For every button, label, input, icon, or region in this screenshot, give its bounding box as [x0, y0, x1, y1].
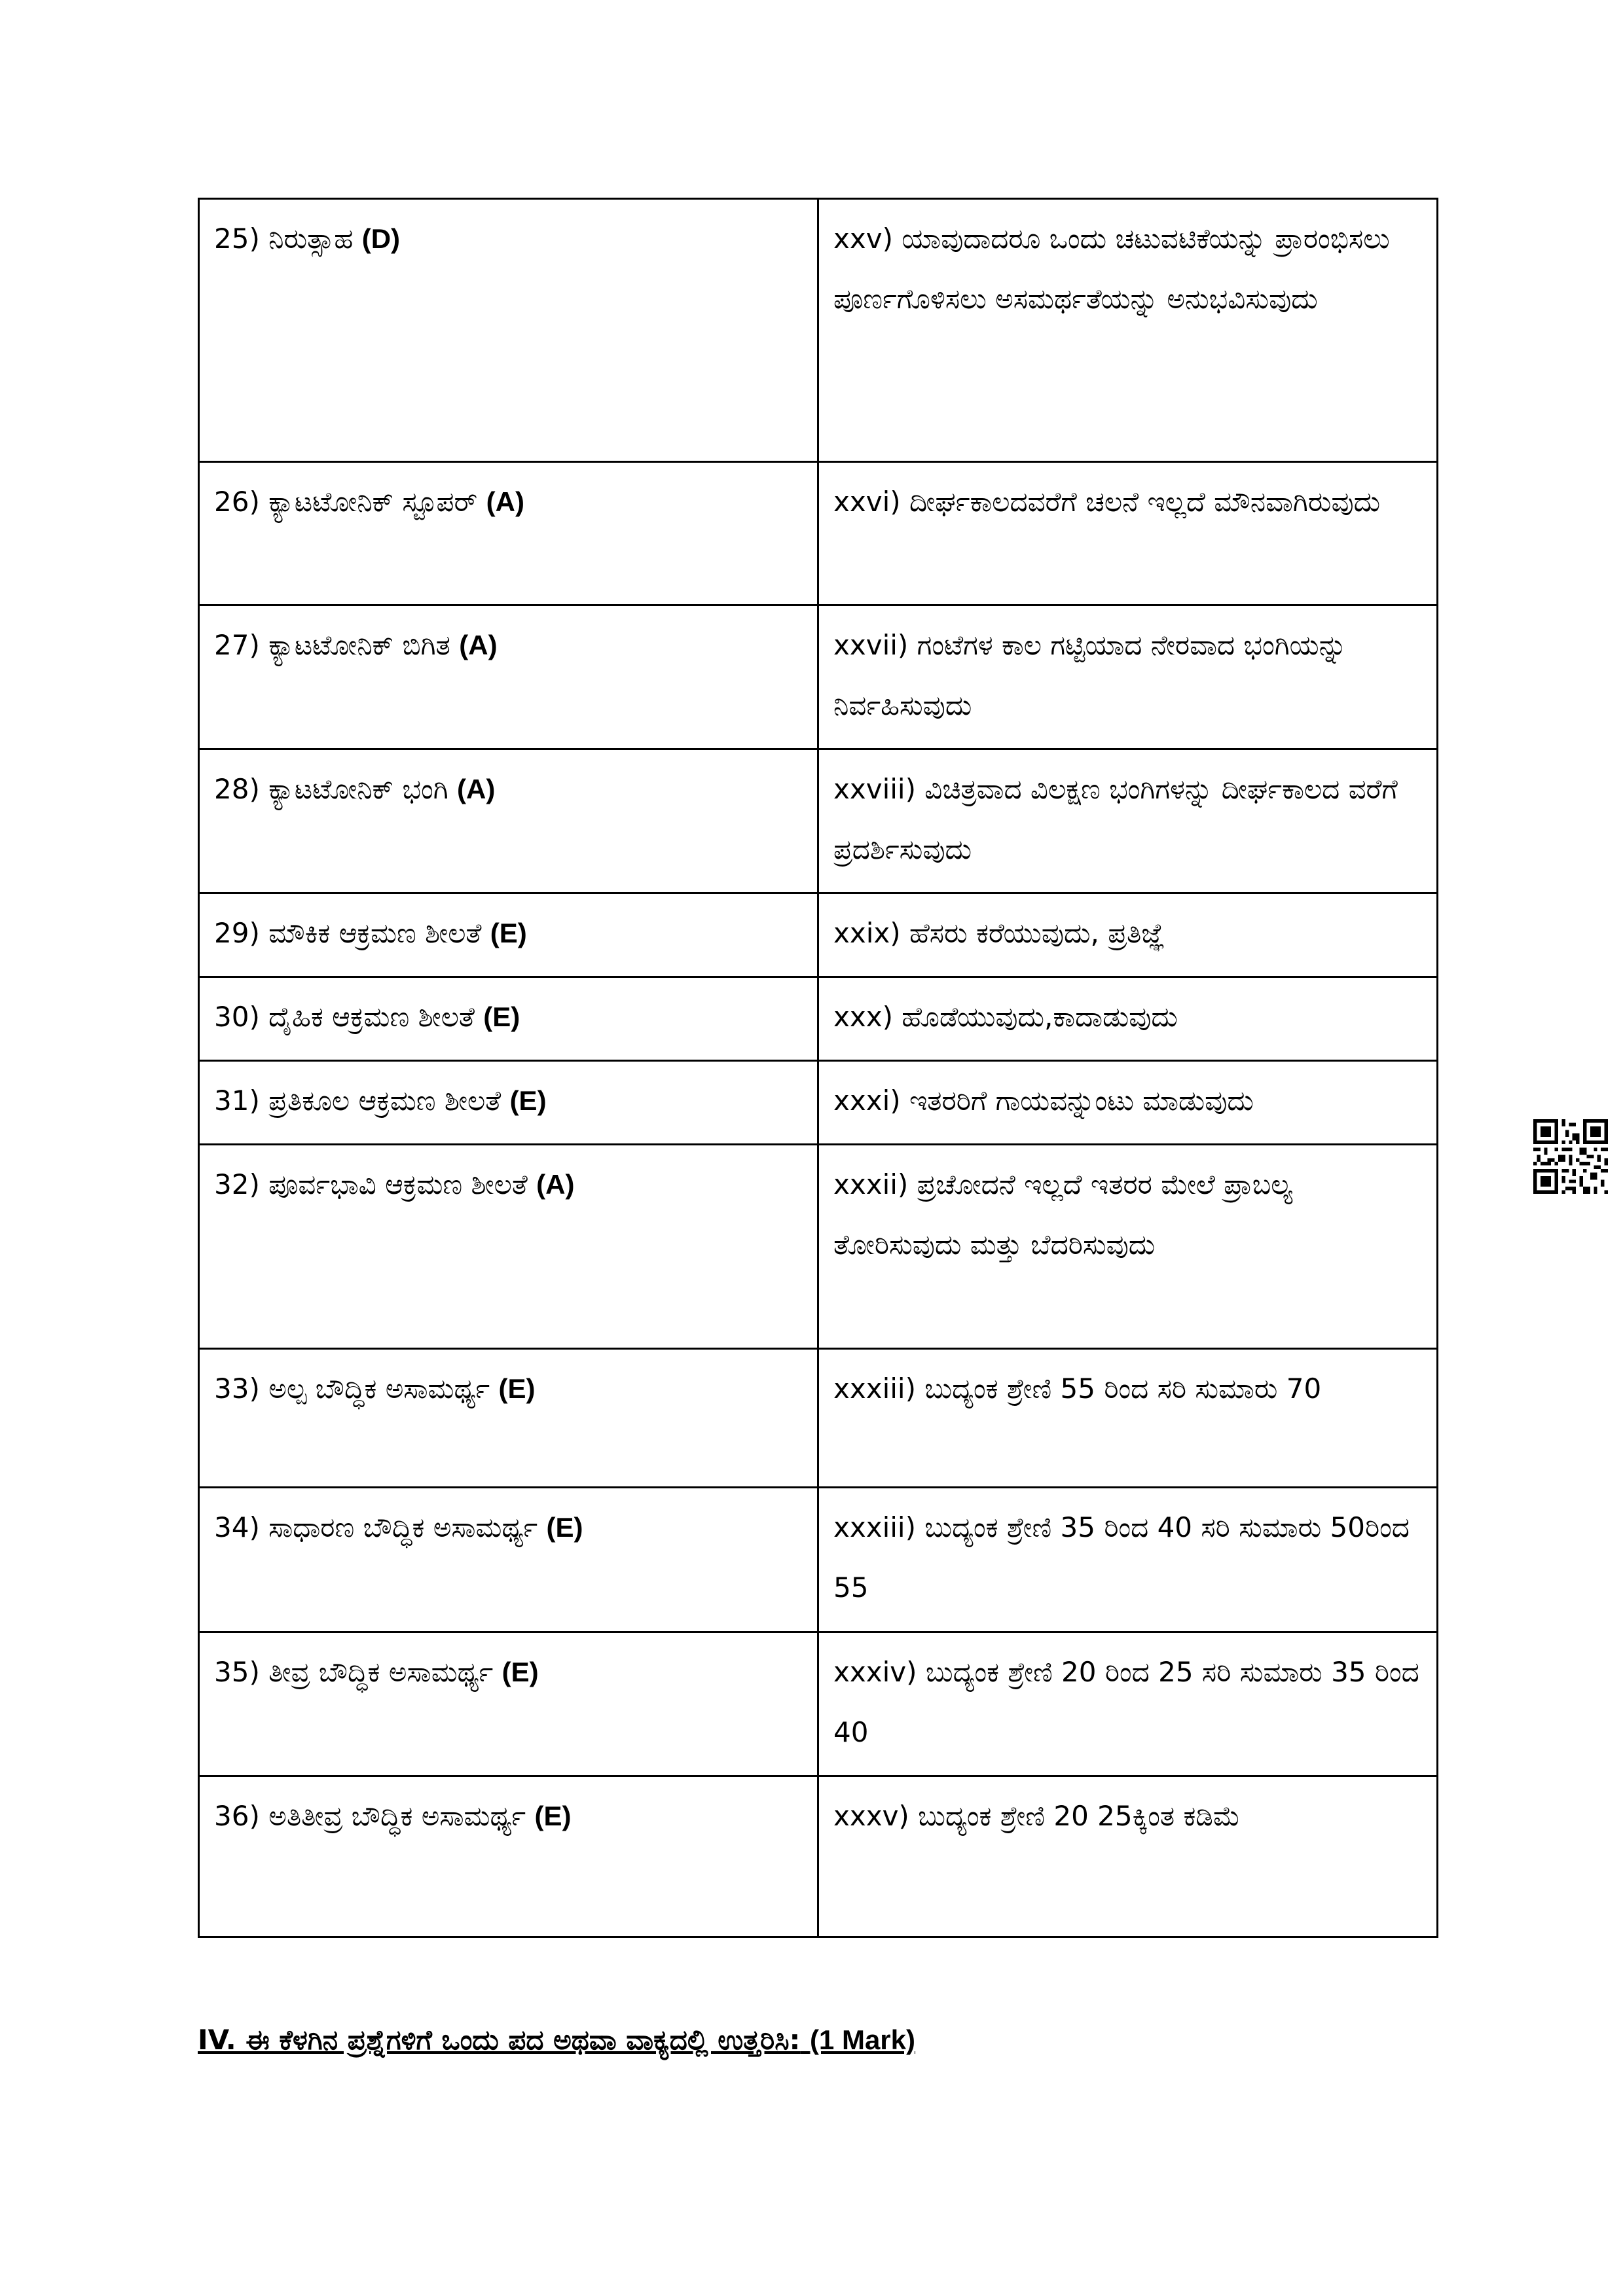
table-row — [199, 1061, 1438, 1145]
answer-code: (A) — [486, 486, 524, 517]
description-cell: xxxiii) ಬುದ್ಯಂಕ ಶ್ರೇಣಿ 35 ರಿಂದ 40 ಸರಿ ಸುಮಾರು 50ರಿಂದ 55 — [818, 1488, 1438, 1632]
description-cell: xxx) ಹೊಡೆಯುವುದು,ಕಾದಾಡುವುದು — [818, 977, 1438, 1061]
term-text: 28) ಕ್ಯಾಟಟೋನಿಕ್ ಭಂಗಿ — [214, 773, 448, 805]
section-heading-text: IV. ಈ ಕೆಳಗಿನ ಪ್ರಶ್ನೆಗಳಿಗೆ ಒಂದು ಪದ ಅಥವಾ ವಾಕ್ಯದಲ್ಲಿ ಉತ್ತರಿಸಿ: — [198, 2024, 801, 2056]
term-cell — [199, 893, 818, 977]
answer-code: (A) — [536, 1169, 575, 1200]
description-cell: xxvii) ಗಂಟೆಗಳ ಕಾಲ ಗಟ್ಟಿಯಾದ ನೇರವಾದ ಭಂಗಿಯನ್ನು ನಿರ್ವಹಿಸುವುದು — [818, 605, 1438, 749]
term-text: 25) ನಿರುತ್ಸಾಹ — [214, 223, 354, 255]
answer-code: (E) — [483, 1001, 520, 1032]
table-row — [199, 977, 1438, 1061]
term-cell — [199, 1632, 818, 1776]
description-cell: xxxv) ಬುದ್ಯಂಕ ಶ್ರೇಣಿ 20 25ಕ್ಕಿಂತ ಕಡಿಮೆ — [818, 1776, 1438, 1937]
description-cell: xxxiv) ಬುದ್ಯಂಕ ಶ್ರೇಣಿ 20 ರಿಂದ 25 ಸರಿ ಸುಮಾರು 35 ರಿಂದ 40 — [818, 1632, 1438, 1776]
answer-code: (E) — [546, 1512, 583, 1543]
term-cell — [199, 1349, 818, 1488]
description-cell: xxxi) ಇತರರಿಗೆ ಗಾಯವನ್ನುಂಟು ಮಾಡುವುದು — [818, 1061, 1438, 1145]
table-row — [199, 605, 1438, 749]
table-row — [199, 462, 1438, 605]
table-row — [199, 1632, 1438, 1776]
table-row — [199, 199, 1438, 462]
term-text: 27) ಕ್ಯಾಟಟೋನಿಕ್ ಬಿಗಿತ — [214, 629, 450, 661]
term-cell — [199, 1145, 818, 1349]
answer-code: (A) — [459, 630, 498, 660]
term-text: 34) ಸಾಧಾರಣ ಬೌದ್ಧಿಕ ಅಸಾಮರ್ಥ್ಯ — [214, 1511, 538, 1543]
answer-code: (E) — [498, 1373, 536, 1404]
answer-code: (D) — [361, 223, 401, 254]
term-text: 29) ಮೌಕಿಕ ಆಕ್ರಮಣ ಶೀಲತೆ — [214, 917, 482, 949]
answer-code: (E) — [534, 1801, 572, 1831]
table-row — [199, 1488, 1438, 1632]
term-cell — [199, 977, 818, 1061]
term-cell — [199, 1061, 818, 1145]
table-row — [199, 749, 1438, 893]
term-text: 35) ತೀವ್ರ ಬೌದ್ಧಿಕ ಅಸಾಮರ್ಥ್ಯ — [214, 1656, 494, 1688]
term-cell — [199, 199, 818, 462]
term-text: 36) ಅತಿತೀವ್ರ ಬೌದ್ಧಿಕ ಅಸಾಮರ್ಥ್ಯ — [214, 1800, 526, 1832]
table-row — [199, 1145, 1438, 1349]
section-heading — [198, 2024, 915, 2056]
description-cell: xxv) ಯಾವುದಾದರೂ ಒಂದು ಚಟುವಟಿಕೆಯನ್ನು ಪ್ರಾರಂಭಿಸಲು ಪೂರ್ಣಗೊಳಿಸಲು ಅಸಮರ್ಥತೆಯನ್ನು ಅನುಭವಿಸುವುದು — [818, 199, 1438, 462]
description-cell: xxvi) ದೀರ್ಘಕಾಲದವರೆಗೆ ಚಲನೆ ಇಲ್ಲದೆ ಮೌನವಾಗಿರುವುದು — [818, 462, 1438, 605]
term-cell — [199, 1776, 818, 1937]
term-cell — [199, 605, 818, 749]
marks-label: (1 Mark) — [809, 2024, 915, 2055]
description-cell: xxxii) ಪ್ರಚೋದನೆ ಇಲ್ಲದೆ ಇತರರ ಮೇಲೆ ಪ್ರಾಬಲ್ಯ ತೋರಿಸುವುದು ಮತ್ತು ಬೆದರಿಸುವುದು — [818, 1145, 1438, 1349]
table-row — [199, 893, 1438, 977]
description-cell: xxviii) ವಿಚಿತ್ರವಾದ ವಿಲಕ್ಷಣ ಭಂಗಿಗಳನ್ನು ದೀರ್ಘಕಾಲದ ವರೆಗೆ ಪ್ರದರ್ಶಿಸುವುದು — [818, 749, 1438, 893]
term-cell — [199, 1488, 818, 1632]
answer-code: (E) — [490, 918, 527, 948]
answer-code: (E) — [501, 1657, 539, 1687]
term-text: 32) ಪೂರ್ವಭಾವಿ ಆಕ್ರಮಣ ಶೀಲತೆ — [214, 1168, 528, 1200]
qr-code-icon — [1533, 1119, 1608, 1194]
match-the-following-table — [198, 198, 1438, 1938]
term-text: 33) ಅಲ್ಪ ಬೌದ್ಧಿಕ ಅಸಾಮರ್ಥ್ಯ — [214, 1372, 490, 1405]
term-text: 30) ದೈಹಿಕ ಆಕ್ರಮಣ ಶೀಲತೆ — [214, 1001, 475, 1033]
description-cell: xxix) ಹೆಸರು ಕರೆಯುವುದು, ಪ್ರತಿಜ್ಞೆ — [818, 893, 1438, 977]
term-text: 26) ಕ್ಯಾಟಟೋನಿಕ್ ಸ್ಟೂಪರ್ — [214, 486, 478, 518]
table-row — [199, 1776, 1438, 1937]
table-row — [199, 1349, 1438, 1488]
term-cell — [199, 462, 818, 605]
description-cell: xxxiii) ಬುದ್ಯಂಕ ಶ್ರೇಣಿ 55 ರಿಂದ ಸರಿ ಸುಮಾರು 70 — [818, 1349, 1438, 1488]
term-cell — [199, 749, 818, 893]
answer-code: (A) — [457, 774, 496, 804]
answer-code: (E) — [509, 1085, 547, 1116]
term-text: 31) ಪ್ರತಿಕೂಲ ಆಕ್ರಮಣ ಶೀಲತೆ — [214, 1085, 501, 1117]
